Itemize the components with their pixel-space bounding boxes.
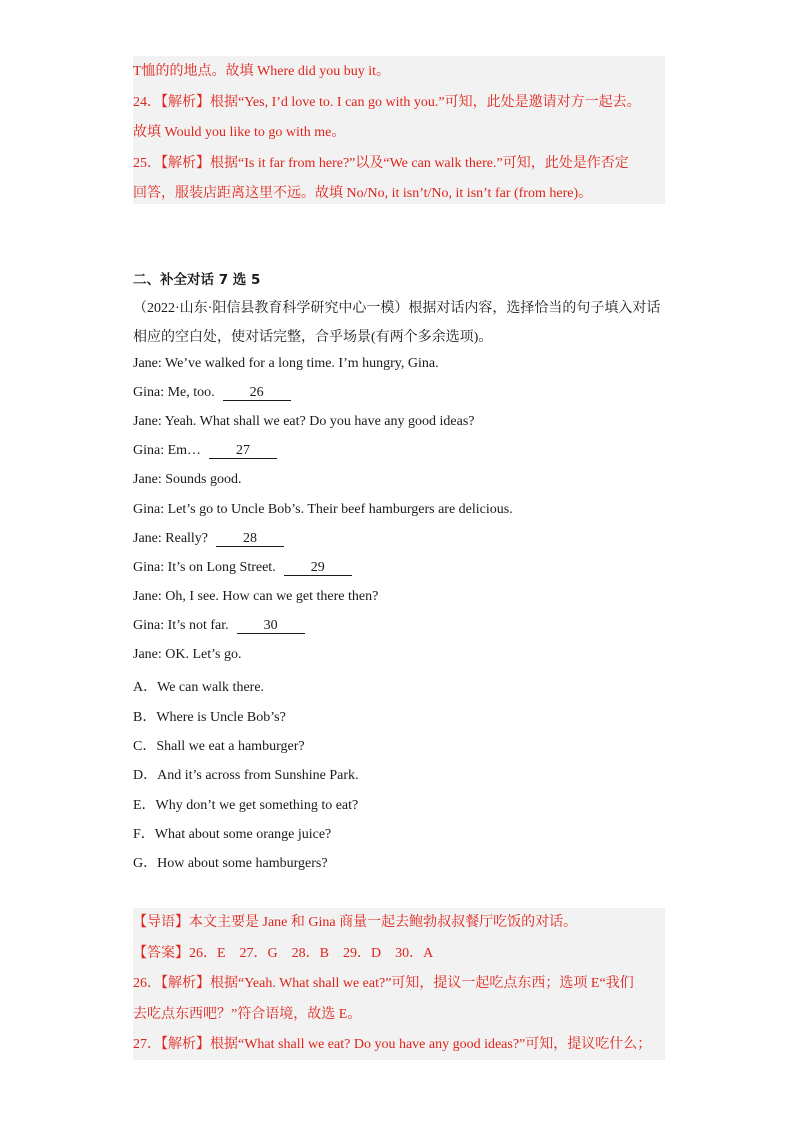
dialogue-text: Jane: OK. Let’s go. [133,647,242,662]
option-f: F．What about some orange juice? [133,827,332,842]
dialogue-line [133,531,284,547]
answer-line: 去吃点东西吧？”符合语境，故选 E。 [133,1006,362,1022]
option-d: D．And it’s across from Sunshine Park. [133,768,359,783]
dialogue-text: Jane: Yeah. What shall we eat? Do you have any good ideas? [133,414,475,429]
answer-blank: 30 [237,619,305,634]
dialogue-line [133,443,277,459]
option-a: A．We can walk there. [133,680,265,695]
answer-line: 回答，服装店距离这里不远。故填 No/No, it isn’t/No, it isn’t far (from here)。 [133,186,593,201]
option-c: C．Shall we eat a hamburger? [133,739,305,754]
answer-line: T恤的的地点。故填 Where did you buy it。 [133,64,391,79]
answer-blank: 26 [223,386,291,401]
dialogue-text: Jane: Sounds good. [133,472,242,487]
dialogue-line [133,472,242,488]
dialogue-line [133,647,241,663]
answer-line: 24．【解析】根据“Yes, I’d love to. I can go with you.”可知，此处是邀请对方一起去。 [133,94,641,110]
option-b: B．Where is Uncle Bob’s? [133,710,286,725]
dialogue-line [133,589,378,605]
dialogue-line [133,502,513,518]
dialogue-line [133,385,291,401]
dialogue-text: Gina: It’s on Long Street. [133,560,276,575]
dialogue-line [133,618,305,634]
option-g: G．How about some hamburgers? [133,856,328,871]
answer-line: 【导语】本文主要是 Jane 和 Gina 商量一起去鲍勃叔叔餐厅吃饭的对话。 [133,915,578,930]
dialogue-line [133,414,474,430]
answer-line: 【答案】26．E 27．G 28．B 29．D 30．A [133,945,434,961]
answer-explanation-block-top [133,56,665,204]
answer-blank: 27 [209,444,277,459]
section-title: 二、补全对话 7 选 5 [133,272,261,288]
dialogue-text: Jane: Really? [133,531,209,546]
dialogue-text: Jane: We’ve walked for a long time. I’m hungry, Gina. [133,356,439,371]
intro-line: 相应的空白处，使对话完整，合乎场景(有两个多余选项)。 [133,330,493,345]
answer-line: 故填 Would you like to go with me。 [133,125,346,140]
dialogue-text: Gina: Em… [133,443,202,458]
dialogue-line [133,356,439,372]
answer-blank: 29 [284,561,352,576]
dialogue-text: Gina: It’s not far. [133,618,229,633]
intro-line: （2022·山东·阳信县教育科学研究中心一模）根据对话内容，选择恰当的句子填入对话 [133,301,661,316]
dialogue-text: Gina: Let’s go to Uncle Bob’s. Their beef hamburgers are delicious. [133,502,513,517]
dialogue-line [133,560,352,576]
dialogue-text: Gina: Me, too. [133,385,215,400]
answer-blank: 28 [216,532,284,547]
answer-line: 27．【解析】根据“What shall we eat? Do you have any good ideas?”可知，提议吃什么； [133,1037,652,1052]
dialogue-text: Jane: Oh, I see. How can we get there then? [133,589,379,604]
answer-line: 25．【解析】根据“Is it far from here?”以及“We can walk there.”可知，此处是作否定 [133,155,629,171]
option-e: E．Why don’t we get something to eat? [133,798,359,813]
answer-explanation-block-bottom [133,908,665,1060]
answer-line: 26．【解析】根据“Yeah. What shall we eat?”可知，提议一起吃点东西；选项 E“我们 [133,976,634,991]
